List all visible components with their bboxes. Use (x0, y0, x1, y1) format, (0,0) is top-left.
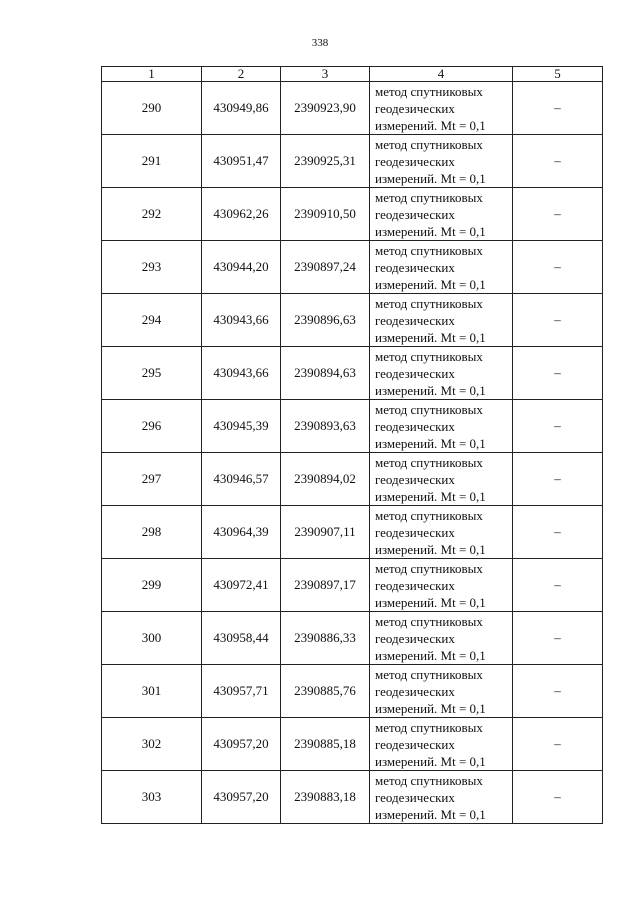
method-line: геодезических (375, 418, 455, 434)
y-coordinate-cell: 2390896,63 (281, 294, 370, 347)
x-coordinate-cell: 430943,66 (202, 347, 281, 400)
method-line: измерений. Mt = 0,1 (375, 223, 486, 239)
method-line: геодезических (375, 153, 455, 169)
note-cell: – (513, 665, 603, 718)
y-coordinate-cell: 2390885,76 (281, 665, 370, 718)
method-line: метод спутниковых (375, 666, 483, 682)
y-coordinate-cell: 2390925,31 (281, 135, 370, 188)
table-row (102, 241, 603, 294)
method-line: метод спутниковых (375, 348, 483, 364)
method-cell (370, 453, 513, 506)
table-row (102, 188, 603, 241)
method-line: метод спутниковых (375, 454, 483, 470)
note-cell: – (513, 294, 603, 347)
x-coordinate-cell: 430972,41 (202, 559, 281, 612)
table-row (102, 347, 603, 400)
x-coordinate-cell: 430958,44 (202, 612, 281, 665)
y-coordinate-cell: 2390894,02 (281, 453, 370, 506)
method-line: метод спутниковых (375, 560, 483, 576)
method-line: геодезических (375, 789, 455, 805)
note-cell: – (513, 347, 603, 400)
x-coordinate-cell: 430946,57 (202, 453, 281, 506)
point-number-cell: 299 (102, 559, 202, 612)
note-cell: – (513, 400, 603, 453)
note-cell: – (513, 771, 603, 824)
method-cell (370, 400, 513, 453)
method-line: измерений. Mt = 0,1 (375, 329, 486, 345)
note-cell: – (513, 612, 603, 665)
method-line: геодезических (375, 100, 455, 116)
point-number-cell: 296 (102, 400, 202, 453)
method-line: геодезических (375, 365, 455, 381)
note-cell: – (513, 241, 603, 294)
y-coordinate-cell: 2390885,18 (281, 718, 370, 771)
method-line: метод спутниковых (375, 507, 483, 523)
y-coordinate-cell: 2390907,11 (281, 506, 370, 559)
point-number-cell: 300 (102, 612, 202, 665)
note-cell: – (513, 82, 603, 135)
y-coordinate-cell: 2390897,24 (281, 241, 370, 294)
header-cell-5: 5 (513, 67, 603, 82)
table-row (102, 453, 603, 506)
y-coordinate-cell: 2390897,17 (281, 559, 370, 612)
method-line: метод спутниковых (375, 136, 483, 152)
method-line: метод спутниковых (375, 242, 483, 258)
method-line: геодезических (375, 683, 455, 699)
coordinates-table (101, 66, 603, 824)
point-number-cell: 293 (102, 241, 202, 294)
table-row (102, 665, 603, 718)
method-line: измерений. Mt = 0,1 (375, 700, 486, 716)
method-cell (370, 241, 513, 294)
note-cell: – (513, 559, 603, 612)
method-cell (370, 612, 513, 665)
method-line: метод спутниковых (375, 189, 483, 205)
method-cell (370, 82, 513, 135)
method-cell (370, 559, 513, 612)
header-row (102, 67, 603, 82)
point-number-cell: 303 (102, 771, 202, 824)
table-row (102, 506, 603, 559)
x-coordinate-cell: 430944,20 (202, 241, 281, 294)
method-cell (370, 506, 513, 559)
method-line: измерений. Mt = 0,1 (375, 276, 486, 292)
table-row (102, 82, 603, 135)
header-cell-3: 3 (281, 67, 370, 82)
y-coordinate-cell: 2390886,33 (281, 612, 370, 665)
point-number-cell: 298 (102, 506, 202, 559)
method-line: геодезических (375, 259, 455, 275)
method-line: геодезических (375, 736, 455, 752)
point-number-cell: 295 (102, 347, 202, 400)
point-number-cell: 301 (102, 665, 202, 718)
method-line: метод спутниковых (375, 613, 483, 629)
method-cell (370, 294, 513, 347)
method-line: метод спутниковых (375, 772, 483, 788)
y-coordinate-cell: 2390910,50 (281, 188, 370, 241)
x-coordinate-cell: 430964,39 (202, 506, 281, 559)
method-line: геодезических (375, 577, 455, 593)
point-number-cell: 290 (102, 82, 202, 135)
note-cell: – (513, 718, 603, 771)
x-coordinate-cell: 430962,26 (202, 188, 281, 241)
table-row (102, 612, 603, 665)
point-number-cell: 291 (102, 135, 202, 188)
table-row (102, 294, 603, 347)
y-coordinate-cell: 2390883,18 (281, 771, 370, 824)
method-line: измерений. Mt = 0,1 (375, 170, 486, 186)
x-coordinate-cell: 430957,20 (202, 718, 281, 771)
y-coordinate-cell: 2390923,90 (281, 82, 370, 135)
method-line: метод спутниковых (375, 295, 483, 311)
header-cell-4: 4 (370, 67, 513, 82)
method-line: измерений. Mt = 0,1 (375, 435, 486, 451)
x-coordinate-cell: 430951,47 (202, 135, 281, 188)
x-coordinate-cell: 430957,71 (202, 665, 281, 718)
method-line: измерений. Mt = 0,1 (375, 382, 486, 398)
method-cell (370, 347, 513, 400)
method-line: измерений. Mt = 0,1 (375, 647, 486, 663)
method-line: геодезических (375, 630, 455, 646)
method-line: измерений. Mt = 0,1 (375, 488, 486, 504)
method-cell (370, 135, 513, 188)
method-line: метод спутниковых (375, 401, 483, 417)
note-cell: – (513, 188, 603, 241)
method-line: метод спутниковых (375, 83, 483, 99)
method-line: геодезических (375, 524, 455, 540)
note-cell: – (513, 453, 603, 506)
table-row (102, 135, 603, 188)
method-line: измерений. Mt = 0,1 (375, 117, 486, 133)
point-number-cell: 302 (102, 718, 202, 771)
method-cell (370, 188, 513, 241)
method-line: измерений. Mt = 0,1 (375, 753, 486, 769)
x-coordinate-cell: 430957,20 (202, 771, 281, 824)
point-number-cell: 297 (102, 453, 202, 506)
table-header (102, 67, 603, 82)
table-row (102, 400, 603, 453)
header-cell-1: 1 (102, 67, 202, 82)
note-cell: – (513, 135, 603, 188)
point-number-cell: 292 (102, 188, 202, 241)
method-cell (370, 718, 513, 771)
method-line: метод спутниковых (375, 719, 483, 735)
x-coordinate-cell: 430949,86 (202, 82, 281, 135)
method-line: измерений. Mt = 0,1 (375, 594, 486, 610)
y-coordinate-cell: 2390893,63 (281, 400, 370, 453)
method-line: измерений. Mt = 0,1 (375, 541, 486, 557)
method-line: геодезических (375, 471, 455, 487)
table-row (102, 718, 603, 771)
table-row (102, 559, 603, 612)
page-number: 338 (311, 37, 329, 49)
x-coordinate-cell: 430943,66 (202, 294, 281, 347)
x-coordinate-cell: 430945,39 (202, 400, 281, 453)
method-cell (370, 771, 513, 824)
table-body (102, 82, 603, 824)
note-cell: – (513, 506, 603, 559)
method-line: измерений. Mt = 0,1 (375, 806, 486, 822)
table-row (102, 771, 603, 824)
method-line: геодезических (375, 206, 455, 222)
header-cell-2: 2 (202, 67, 281, 82)
method-line: геодезических (375, 312, 455, 328)
point-number-cell: 294 (102, 294, 202, 347)
method-cell (370, 665, 513, 718)
y-coordinate-cell: 2390894,63 (281, 347, 370, 400)
